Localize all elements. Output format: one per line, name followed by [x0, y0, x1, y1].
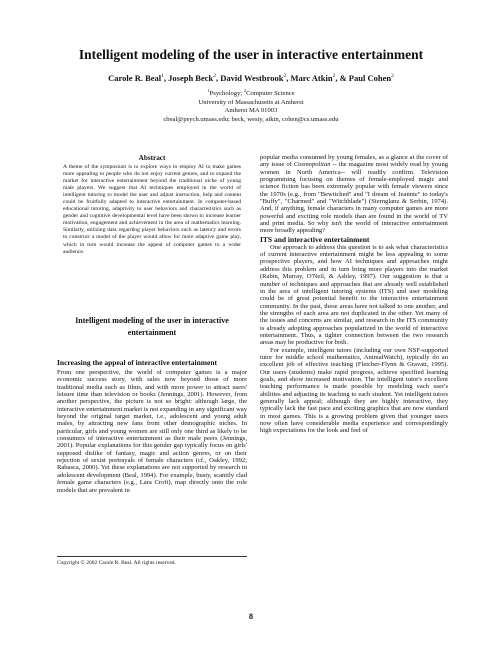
page-number: 8 — [248, 611, 254, 621]
paragraph: popular media consumed by young females, as a glance at the cover of any issue of Cosmopolitan -- the magazine most widely read by young women in North America-- will readily confirm. Television programming focusing on themes of female-employed magic and science fiction has been extremely popular with female viewers since the 1970s (e.g., from "Bewitched" and "I dream of Jeannie" to today's "Buffy", "Charmed" and "Witchblade") (Sternglanz & Serbin, 1974). And, if anything, female characters in many computer games are more powerful and exciting role models than are found in the world of TV and print media. So why isn't the world of interactive entertainment more broadly appealing? — [260, 154, 448, 235]
paper-title: Intelligent modeling of the user in interactive entertainment — [78, 47, 424, 62]
author-list — [0, 73, 502, 83]
paragraph: From one perspective, the world of computer games is a major economic success story, with sales now beyond those of more traditional media such as films, and with more power to attract users' leisure time than television or books (Jennings, 2001). However, from another perspective, the picture is not so bright: although large, the interactive entertainment market is not expanding in any significant way beyond the original target market, i.e., adolescent and young adult males, by attracting new fans from other demographic niches. In particular, girls and young women are still only one third as likely to be consumers of interactive entertainment as their male peers (Jennings, 2001). Popular explanations for this gender gap typically focus on girls' supposed dislike of fantasy, magic and action genres, or on their rejection of sexist portrayals of female characters (cf., Oakley, 1992; Rabasca, 2000). Yet these explanations are not supported by research in adolescent development (Beal, 1994). For example, busty, scantily clad female game characters (e.g., Lara Croft), map directly onto the role models that are prevalent in — [57, 369, 247, 494]
abstract-text: A theme of the symposium is to explore ways to employ AI to make games more appealing to people who do not enjoy current genres, and to expand the market for interactive entertainment beyond the traditional niche of young male players. We suggest that AI techniques employed in the world of intelligent tutoring to model the user and adjust instruction, help and content could be fruitfully adapted to interactive entertainment. In computer-based educational tutoring, adaptivity to user behaviors and characteristics such as gender and cognitive developmental level have been shown to increase learner motivation, engagement and achievement in the area of mathematics learning. Similarly, utilizing data regarding player behaviors such as latency and errors to construct a model of the player would allow for more adaptive game play, which in turn would increase the appeal of computer games to a wider audience. — [63, 164, 241, 255]
subsection-heading: ITS and interactive entertainment — [260, 234, 370, 244]
affiliation-block — [0, 87, 502, 124]
author: Joseph Beck$^2$, — [168, 73, 221, 83]
university: University of Massachusetts at Amherst — [198, 98, 304, 106]
author: Paul Cohen$^2$ — [348, 73, 394, 83]
magazine-name: Cosmopolitan — [293, 161, 331, 169]
paragraph: For example, intelligent tutors (including our own NSF-supported tutor for middle school mathematics, AnimalWatch), typically do an excellent job of effective teaching (Fletcher-Flynn & Gravatt, 1995). Our users (students) make rapid progress, achieve specified learning goals, and show increased motivation. The intelligent tutor's excellent teaching performance is made possible by modeling each user's abilities and adjusting its teaching to each student. Yet intelligent tutors generally lack appeal; although they are highly interactive, they typically lack the fast pace and exciting graphics that are now standard in most games. This is a growing problem given that younger users now often have considerable media experience and correspondingly high expectations for the look and feel of — [260, 346, 448, 435]
emails: cbeal@psych.umass.edu; beck, westy, atkin, cohen@cs.umass.edu — [163, 115, 339, 123]
right-body-text — [260, 154, 448, 435]
abstract-heading: Abstract — [138, 154, 166, 162]
copyright-notice: Copyright © 2002 Carole R. Beal. All rights reserved. — [57, 556, 247, 566]
paragraph: One approach to address this question is to ask what characteristics of current interactive entertainment might be less appealing to some prospective players, and how AI techniques and approaches might address this problem and in turn bring more players into the market (Rabin, Murray, O'Neil, & Ashley, 1997). Our suggestion is that a number of techniques and approaches that are already well established in the area of intelligent tutoring systems (ITS) and user modeling could be of great potential benefit to the interactive entertainment community. In the past, these areas have not talked to one another, and the strengths of each area are not duplicated in the other. Yet many of the issues and concerns are similar, and research in the ITS community is already adopting approaches popularized in the world of interactive entertainment. Thus, a tighter connection between the two research areas may be productive for both. — [260, 243, 448, 347]
subsection-heading: Increasing the appeal of interactive entertainment — [57, 358, 218, 367]
author: Carole R. Beal$^1$, — [108, 73, 169, 83]
department-line: $^1$Psychology; $^2$Computer Science — [207, 88, 295, 98]
author: David Westbrook$^2$, — [220, 73, 291, 83]
section-heading: Intelligent modeling of the user in interactive entertainment — [75, 316, 229, 337]
left-body-text — [57, 369, 247, 494]
city: Amherst MA 01003 — [224, 107, 278, 115]
author: Marc Atkin$^2$, & — [290, 73, 349, 83]
